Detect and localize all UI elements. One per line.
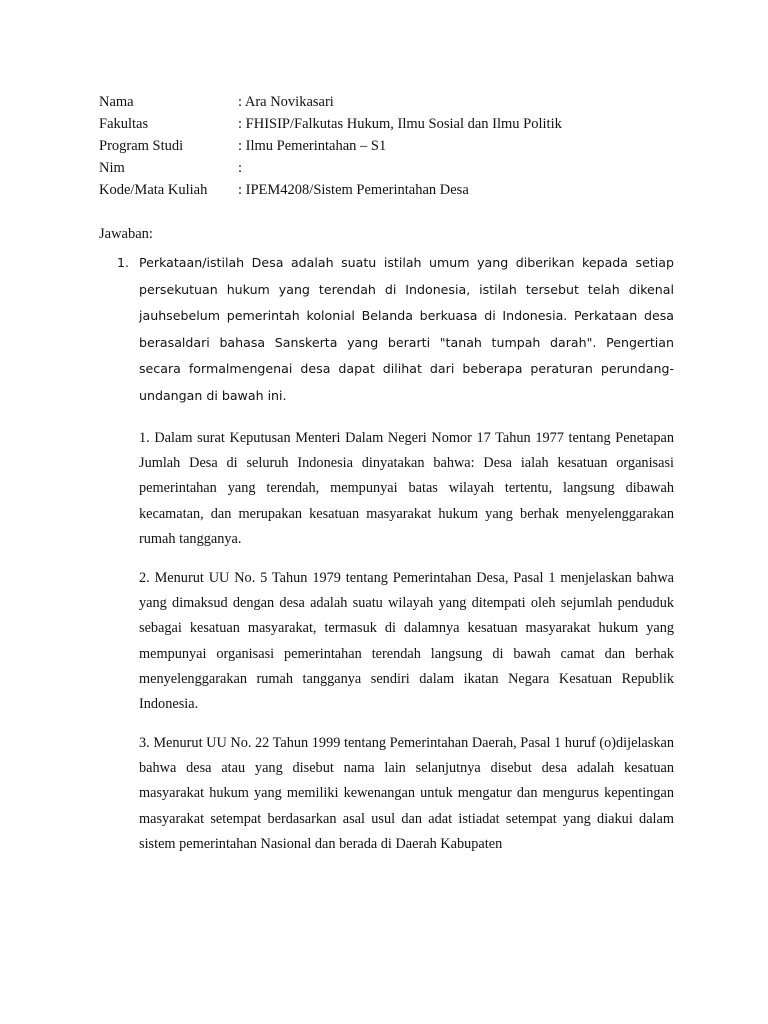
info-label: Fakultas — [99, 116, 149, 132]
definition-paragraph-3: 3. Menurut UU No. 22 Tahun 1999 tentang Pemerintahan Daerah, Pasal 1 huruf (o)dijelaskan bahwa desa atau yang disebut nama lain selanjutnya disebut desa adalah kesatuan masyarakat hukum yang memiliki kewenangan untuk mengatur dan mengurus kepentingan masyarakat setempat berdasarkan asal usul dan adat istiadat setempat yang diakui dalam sistem pemerintahan Nasional dan berada di Daerah Kabupaten — [139, 735, 674, 852]
list-number: 1. — [117, 255, 130, 270]
definition-paragraph-2: 2. Menurut UU No. 5 Tahun 1979 tentang Pemerintahan Desa, Pasal 1 menjelaskan bahwa yang dimaksud dengan desa adalah suatu wilayah yang ditempati oleh sejumlah penduduk sebagai kesatuan masyarakat, termasuk di dalamnya kesatuan masyarakat hukum yang mempunyai organisasi pemerintahan terendah langsung di bawah camat dan berhak menyelenggarakan rumah tangganya sendiri dalam ikatan Negara Kesatuan Republik Indonesia. — [139, 570, 674, 713]
info-value: : Ilmu Pemerintahan – S1 — [238, 138, 387, 154]
info-row-nama — [99, 91, 562, 113]
info-value: : Ara Novikasari — [238, 94, 334, 110]
jawaban-heading: Jawaban: — [99, 226, 153, 242]
info-row-program-studi — [99, 135, 562, 157]
info-row-nim — [99, 157, 562, 179]
answer-text: Perkataan/istilah Desa adalah suatu istilah umum yang diberikan kepada setiap persekutuan hukum yang terendah di Indonesia, istilah tersebut telah dikenal jauhsebelum pemerintah kolonial Belanda berkuasa di Indonesia. Perkataan desa berasaldari bahasa Sanskerta yang berarti "tanah tumpah darah". Pengertian secara formalmengenai desa dapat dilihat dari beberapa peraturan perundang-undangan di bawah ini. — [139, 255, 674, 403]
info-label: Nama — [99, 94, 134, 110]
info-label: Kode/Mata Kuliah — [99, 182, 208, 198]
info-value: : FHISIP/Falkutas Hukum, Ilmu Sosial dan Ilmu Politik — [238, 116, 562, 132]
info-row-kode-mata-kuliah — [99, 179, 562, 201]
info-value: : IPEM4208/Sistem Pemerintahan Desa — [238, 182, 469, 198]
info-label: Nim — [99, 160, 125, 176]
answer-list-item — [117, 250, 674, 409]
info-value: : — [238, 160, 243, 176]
definition-paragraph-1: 1. Dalam surat Keputusan Menteri Dalam Negeri Nomor 17 Tahun 1977 tentang Penetapan Jumlah Desa di seluruh Indonesia dinyatakan bahwa: Desa ialah kesatuan organisasi pemerintahan yang terendah, mempunyai batas wilayah tertentu, langsung dibawah kecamatan, dan merupakan kesatuan masyarakat hukum yang berhak menyelenggarakan rumah tangganya. — [139, 430, 674, 547]
student-info — [99, 91, 562, 201]
info-label: Program Studi — [99, 138, 184, 154]
info-row-fakultas — [99, 113, 562, 135]
